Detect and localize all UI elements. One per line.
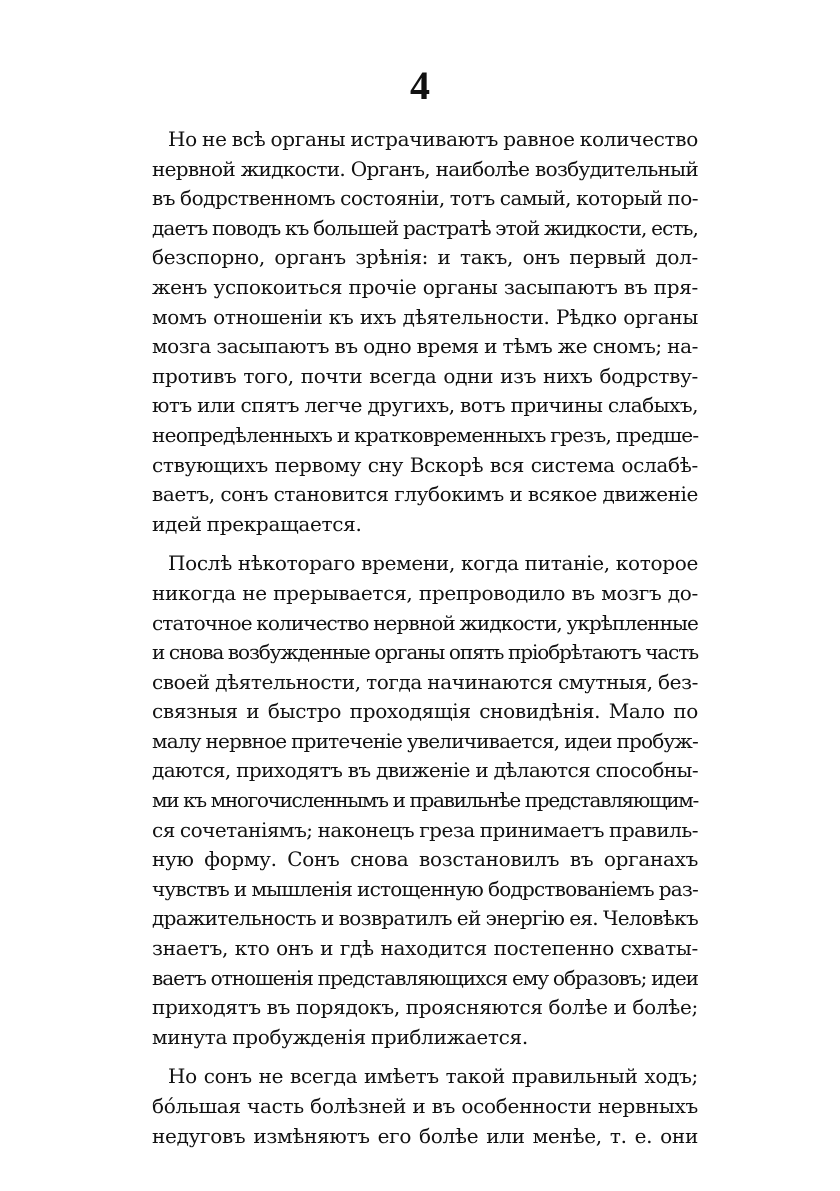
text-line: мозга засыпаютъ въ одно время и тѣмъ же сномъ; на- [152, 334, 698, 359]
text-line: дражительность и возвратилъ ей энергію ея. Человѣкъ [152, 906, 698, 931]
text-line: связныя и быстро проходящія сновидѣнія. Мало по [152, 699, 698, 724]
text-line: ютъ или спятъ легче другихъ, вотъ причины слабыхъ, [152, 393, 698, 418]
text-line: Но не всѣ органы истрачиваютъ равное количество [168, 127, 698, 151]
text-line: неопредѣленныхъ и кратковременныхъ грезъ, предше- [152, 422, 699, 447]
text-line: малу нервное притеченіе увеличивается, идеи пробуж- [152, 728, 698, 753]
text-line: ную форму. Сонъ снова возстановилъ въ органахъ [152, 847, 698, 872]
text-line: идей прекращается. [152, 511, 362, 536]
text-line: Но сонъ не всегда имѣетъ такой правильный ходъ; [168, 1064, 698, 1089]
text-line: своей дѣятельности, тогда начинаются смутныя, без- [152, 669, 698, 694]
paragraph-2 [152, 549, 698, 1052]
text-line: ваетъ, сонъ становится глубокимъ и всякое движеніе [152, 482, 698, 507]
text-line: противъ того, почти всегда одни изъ нихъ бодрству- [152, 363, 698, 388]
body-text [152, 125, 698, 1151]
text-line: ми къ многочисленнымъ и правильнѣе представляющим- [152, 788, 698, 813]
text-line: нервной жидкости. Органъ, наиболѣе возбудительный [152, 156, 698, 181]
text-line: недуговъ измѣняютъ его болѣе или менѣе, т. е. они [152, 1123, 698, 1148]
text-line: приходятъ въ порядокъ, проясняются болѣе и болѣе; [152, 995, 698, 1020]
text-line: даются, приходятъ въ движеніе и дѣлаются способны- [152, 758, 698, 783]
text-line: и снова возбужденные органы опять пріобрѣтаютъ часть [152, 640, 698, 665]
text-line: никогда не прерывается, препроводило въ мозгъ до- [152, 580, 698, 605]
text-line: ствующихъ первому сну Вскорѣ вся система ослабѣ- [152, 452, 698, 477]
text-line: минута пробужденія приближается. [152, 1024, 528, 1049]
paragraph-1 [152, 125, 698, 539]
text-line: знаетъ, кто онъ и гдѣ находится постепенно схваты- [152, 936, 698, 961]
text-line: момъ отношеніи къ ихъ дѣятельности. Рѣдко органы [152, 304, 698, 329]
text-line: бóльшая часть болѣзней и въ особенности нервныхъ [152, 1094, 698, 1118]
text-line: статочное количество нервной жидкости, укрѣпленные [152, 610, 698, 635]
paragraph-3 [152, 1062, 698, 1151]
text-line: чувствъ и мышленія истощенную бодрствованіемъ раз- [152, 876, 698, 901]
text-line: безспорно, органъ зрѣнія: и такъ, онъ первый дол- [152, 245, 698, 270]
text-line: въ бодрственномъ состояніи, тотъ самый, который по- [152, 186, 698, 211]
text-line: даетъ поводъ къ большей растратѣ этой жидкости, есть, [152, 215, 698, 240]
text-line: ваетъ отношенія представляющихся ему образовъ; идеи [152, 965, 698, 990]
text-line: Послѣ нѣкотораго времени, когда питаніе, которое [168, 551, 698, 576]
text-line: ся сочетаніямъ; наконецъ греза принимаетъ правиль- [152, 817, 698, 842]
text-line: женъ успокоиться прочіе органы засыпаютъ въ пря- [152, 274, 698, 299]
page-number: 4 [410, 63, 430, 108]
